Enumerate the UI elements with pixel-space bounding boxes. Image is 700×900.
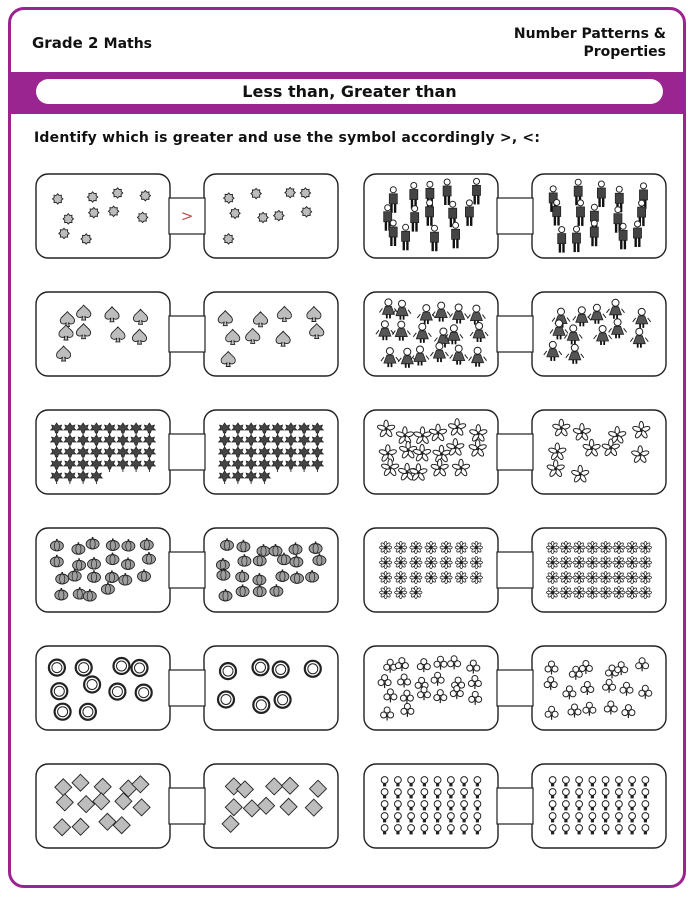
gear-blob-icon [140, 191, 150, 201]
star-flower-icon [425, 571, 437, 583]
star-flower-icon [547, 556, 559, 568]
instruction-text: Identify which is greater and use the symbol accordingly >, <: [34, 130, 541, 146]
gear-blob-icon [223, 234, 233, 244]
ring-icon [253, 697, 269, 713]
star-flower-icon [395, 571, 407, 583]
star-flower-icon [547, 571, 559, 583]
star-flower-icon [613, 571, 625, 583]
ring-icon [76, 660, 92, 676]
comparison-pair [36, 410, 338, 494]
answer-slot[interactable] [497, 670, 533, 706]
gear-blob-icon [285, 187, 295, 197]
right-picture-box [204, 646, 338, 730]
ring-icon [220, 663, 236, 679]
star-flower-icon [410, 586, 422, 598]
star-flower-icon [470, 556, 482, 568]
ring-icon [84, 677, 100, 693]
gear-blob-icon [59, 228, 69, 238]
star-flower-icon [425, 541, 437, 553]
star-flower-icon [410, 556, 422, 568]
ring-icon [49, 660, 65, 676]
star-flower-icon [395, 541, 407, 553]
star-flower-icon [600, 556, 612, 568]
ring-icon [109, 684, 125, 700]
star-flower-icon [573, 541, 585, 553]
star-flower-icon [547, 541, 559, 553]
star-flower-icon [440, 571, 452, 583]
gear-blob-icon [63, 214, 73, 224]
star-flower-icon [639, 586, 651, 598]
star-flower-icon [639, 556, 651, 568]
topic-line-1: Number Patterns & [513, 26, 666, 42]
left-picture-box [364, 528, 498, 612]
star-flower-icon [626, 556, 638, 568]
left-picture-box [36, 292, 170, 376]
comparison-pair [36, 764, 338, 848]
star-flower-icon [586, 541, 598, 553]
star-flower-icon [470, 541, 482, 553]
star-flower-icon [380, 541, 392, 553]
comparison-pair [36, 292, 338, 376]
answer-slot[interactable] [169, 552, 205, 588]
star-flower-icon [573, 571, 585, 583]
right-picture-box [532, 528, 666, 612]
star-flower-icon [560, 586, 572, 598]
star-flower-icon [613, 556, 625, 568]
topic-line-2: Properties [583, 44, 666, 60]
ring-icon [218, 692, 234, 708]
ring-icon [51, 683, 67, 699]
comparison-pair [364, 646, 666, 730]
ring-icon [136, 685, 152, 701]
ring-icon [253, 659, 269, 675]
gear-blob-icon [108, 206, 118, 216]
star-flower-icon [440, 556, 452, 568]
page-title: Less than, Greater than [36, 79, 663, 104]
star-flower-icon [425, 556, 437, 568]
star-flower-icon [380, 571, 392, 583]
answer-slot[interactable] [169, 316, 205, 352]
star-flower-icon [455, 556, 467, 568]
gear-blob-icon [224, 193, 234, 203]
comparison-pair [364, 292, 666, 376]
gear-blob-icon [230, 208, 240, 218]
star-flower-icon [410, 571, 422, 583]
gear-blob-icon [81, 234, 91, 244]
star-flower-icon [600, 586, 612, 598]
ring-icon [80, 704, 96, 720]
comparison-pair [364, 764, 666, 848]
comparison-pair [36, 174, 338, 258]
star-flower-icon [440, 541, 452, 553]
star-flower-icon [613, 541, 625, 553]
gear-blob-icon [137, 212, 147, 222]
star-flower-icon [395, 556, 407, 568]
star-flower-icon [455, 541, 467, 553]
star-flower-icon [573, 556, 585, 568]
subject-text: Maths [103, 36, 153, 52]
answer-slot[interactable] [169, 670, 205, 706]
answer-slot[interactable] [169, 434, 205, 470]
star-flower-icon [600, 541, 612, 553]
gear-blob-icon [258, 212, 268, 222]
star-flower-icon [560, 541, 572, 553]
star-flower-icon [586, 556, 598, 568]
star-flower-icon [547, 586, 559, 598]
star-flower-icon [560, 556, 572, 568]
star-flower-icon [639, 541, 651, 553]
right-picture-box [204, 174, 338, 258]
star-flower-icon [626, 541, 638, 553]
ring-icon [55, 704, 71, 720]
ring-icon [305, 661, 321, 677]
left-picture-box [36, 174, 170, 258]
ring-icon [114, 658, 130, 674]
gear-blob-icon [53, 194, 63, 204]
gear-blob-icon [87, 192, 97, 202]
ring-icon [132, 660, 148, 676]
answer-slot[interactable] [497, 198, 533, 234]
ring-icon [275, 692, 291, 708]
ring-icon [273, 662, 289, 678]
gear-blob-icon [301, 207, 311, 217]
comparison-pair [36, 528, 338, 612]
star-flower-icon [573, 586, 585, 598]
star-flower-icon [600, 571, 612, 583]
star-flower-icon [560, 571, 572, 583]
star-flower-icon [639, 571, 651, 583]
answer-slot[interactable] [497, 316, 533, 352]
gear-blob-icon [274, 210, 284, 220]
star-flower-icon [380, 556, 392, 568]
star-flower-icon [586, 586, 598, 598]
answer-slot[interactable] [497, 552, 533, 588]
answer-slot[interactable] [497, 434, 533, 470]
gear-blob-icon [251, 188, 261, 198]
comparison-pair [364, 410, 666, 494]
grade-text: Grade 2 [32, 34, 99, 52]
star-flower-icon [470, 571, 482, 583]
answer-slot[interactable] [169, 788, 205, 824]
star-flower-icon [455, 571, 467, 583]
answer-symbol: > [180, 207, 194, 225]
star-flower-icon [410, 541, 422, 553]
star-flower-icon [613, 586, 625, 598]
star-flower-icon [626, 571, 638, 583]
gear-blob-icon [89, 208, 99, 218]
star-flower-icon [626, 586, 638, 598]
comparison-pair [364, 528, 666, 612]
star-flower-icon [586, 571, 598, 583]
gear-blob-icon [300, 188, 310, 198]
star-flower-icon [395, 586, 407, 598]
comparison-pair [364, 174, 666, 258]
comparison-pair [36, 646, 338, 730]
answer-slot[interactable] [497, 788, 533, 824]
star-flower-icon [380, 586, 392, 598]
gear-blob-icon [112, 188, 122, 198]
